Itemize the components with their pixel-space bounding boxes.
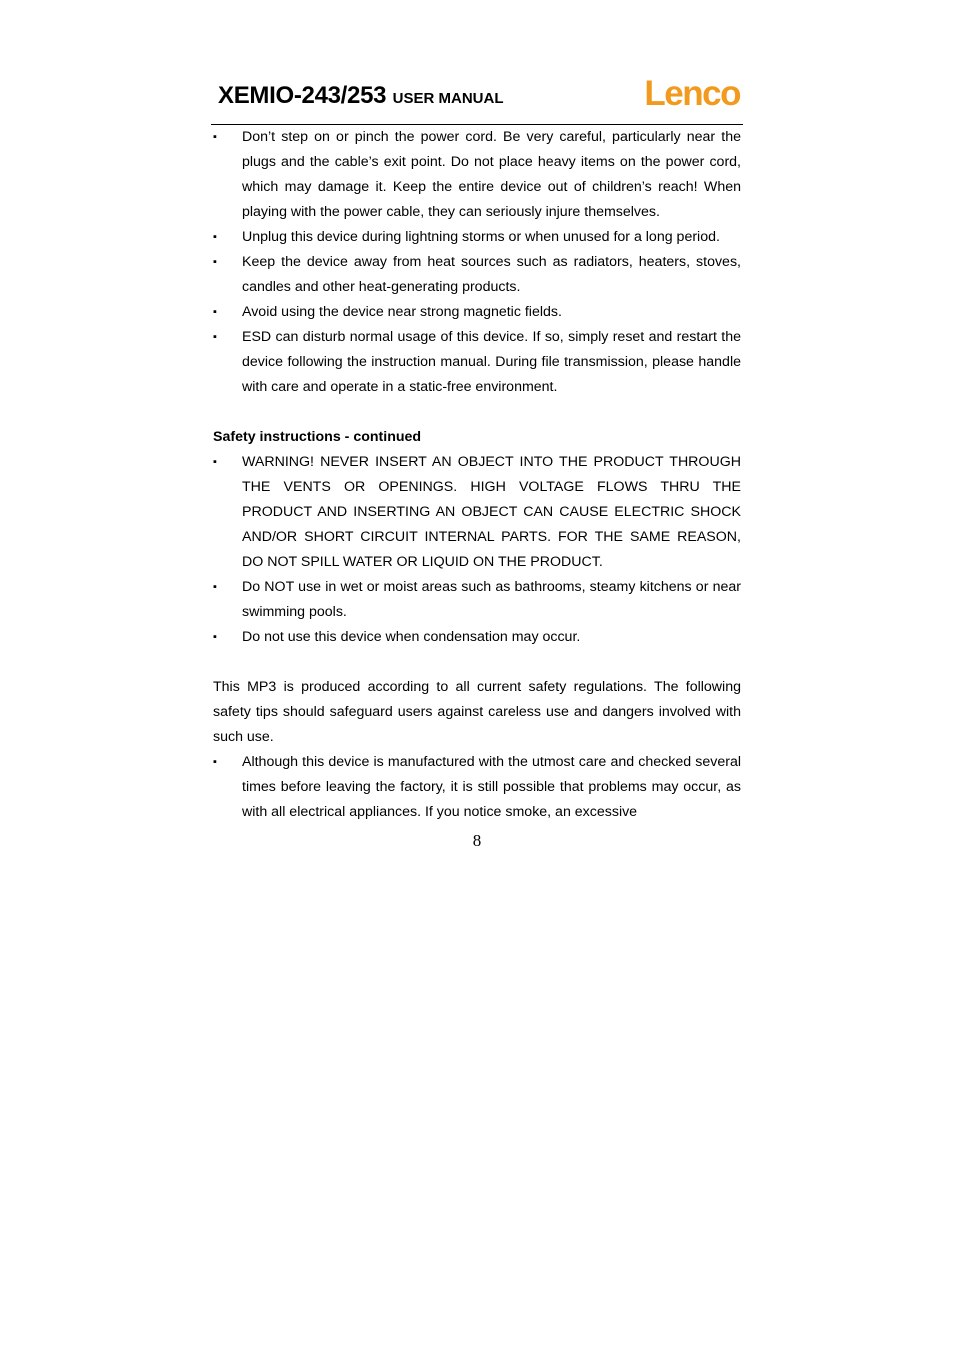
bullet-icon: ▪ <box>213 306 217 318</box>
bullet-icon: ▪ <box>213 331 217 343</box>
list-item-text: ESD can disturb normal usage of this device. If so, simply reset and restart the device following the instruction manual. During file transmission, please handle with care and operate in a static-free environment. <box>242 329 741 395</box>
safety-list-1 <box>213 125 741 400</box>
list-item <box>213 300 741 325</box>
bullet-icon: ▪ <box>213 756 217 768</box>
bullet-icon: ▪ <box>213 631 217 643</box>
list-item-text: Although this device is manufactured with the utmost care and checked several times before leaving the factory, it is still possible that problems may occur, as with all electrical appliances. If you notice smoke, an excessive <box>242 754 741 820</box>
list-item <box>213 225 741 250</box>
list-item <box>213 325 741 400</box>
bullet-icon: ▪ <box>213 581 217 593</box>
list-item <box>213 250 741 300</box>
bullet-icon: ▪ <box>213 256 217 268</box>
list-item-text: Avoid using the device near strong magnetic fields. <box>242 304 562 320</box>
list-item <box>213 750 741 825</box>
bullet-icon: ▪ <box>213 131 217 143</box>
list-item-text: Do not use this device when condensation may occur. <box>242 629 581 645</box>
safety-list-2 <box>213 450 741 650</box>
list-item-text: Unplug this device during lightning storms or when unused for a long period. <box>242 229 720 245</box>
list-item-text: Do NOT use in wet or moist areas such as bathrooms, steamy kitchens or near swimming pools. <box>242 579 741 620</box>
list-item <box>213 125 741 225</box>
spacer <box>213 650 741 675</box>
list-item <box>213 450 741 575</box>
list-item-text: Don’t step on or pinch the power cord. Be very careful, particularly near the plugs and the cable’s exit point. Do not place heavy items on the power cord, which may damage it. Keep the entire device out of children’s reach! When playing with the power cable, they can seriously injure themselves. <box>242 129 741 220</box>
list-item <box>213 625 741 650</box>
safety-list-3 <box>213 750 741 825</box>
list-item-text: Keep the device away from heat sources such as radiators, heaters, stoves, candles and other heat-generating products. <box>242 254 741 295</box>
list-item <box>213 575 741 625</box>
manual-title <box>218 82 504 110</box>
page-header <box>211 74 743 125</box>
section-heading: Safety instructions - continued <box>213 429 422 445</box>
model-name: XEMIO-243/253 <box>218 82 387 109</box>
spacer <box>213 400 741 425</box>
bullet-icon: ▪ <box>213 231 217 243</box>
intro-paragraph: This MP3 is produced according to all current safety regulations. The following safety tips should safeguard users against careless use and dangers involved with such use. <box>213 679 741 745</box>
list-item-text: WARNING! NEVER INSERT AN OBJECT INTO THE PRODUCT THROUGH THE VENTS OR OPENINGS. HIGH VOLTAGE FLOWS THRU THE PRODUCT AND INSERTING AN OBJECT CAN CAUSE ELECTRIC SHOCK AND/OR SHORT CIRCUIT INTERNAL PARTS. FOR THE SAME REASON, DO NOT SPILL WATER OR LIQUID ON THE PRODUCT. <box>242 454 741 570</box>
page-number: 8 <box>472 831 482 850</box>
lenco-logo: Lenco <box>644 74 740 113</box>
page-content <box>213 125 741 825</box>
bullet-icon: ▪ <box>213 456 217 468</box>
manual-subtitle: USER MANUAL <box>392 90 504 107</box>
